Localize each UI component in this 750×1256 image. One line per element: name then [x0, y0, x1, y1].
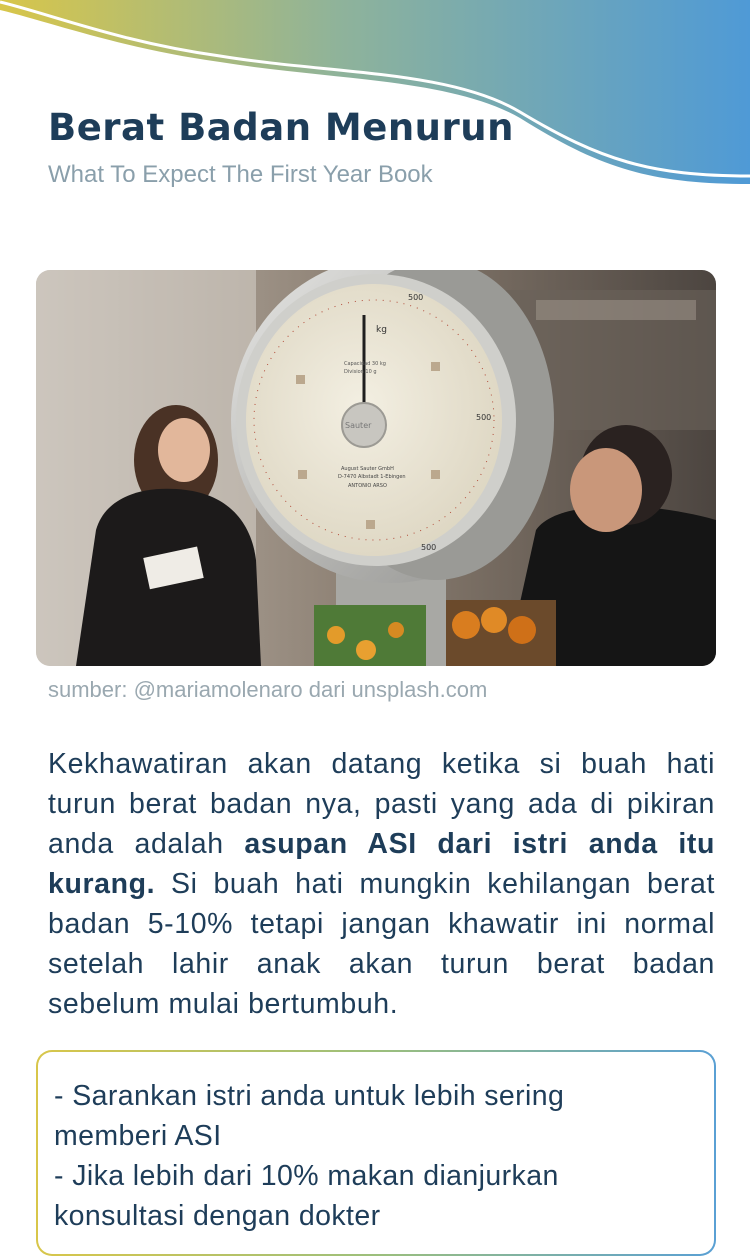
dial-dealer: ANTONIO ARSO [348, 483, 387, 489]
tips-box [36, 1050, 716, 1256]
photo-caption: sumber: @mariamolenaro dari unsplash.com [48, 677, 488, 702]
scale-photo [36, 270, 716, 666]
page-title: Berat Badan Menurun [48, 106, 514, 149]
dial-capacity: Capacidad 30 kg [344, 361, 386, 367]
dial-maker-2: D-7470 Albstadt 1-Ebingen [338, 474, 406, 480]
dial-num-top: 500 [408, 293, 424, 302]
article-bold-text: asupan ASI dari istri anda itu kurang. [48, 828, 715, 900]
article-paragraph [48, 744, 715, 1024]
dial-brand: Sauter [345, 421, 372, 430]
article-text-after: Si buah hati mungkin kehilangan berat badan 5-10% tetapi jangan khawatir ini normal setelah lahir anak akan turun berat badan sebelum mulai bertumbuh. [48, 868, 715, 1020]
dial-maker-1: August Sauter GmbH [341, 466, 394, 472]
dial-num-bottom: 500 [421, 543, 437, 552]
dial-unit: kg [376, 325, 387, 335]
tip-item: - Jika lebih dari 10% makan dianjurkan konsultasi dengan dokter [54, 1160, 559, 1232]
article-text-before: Kekhawatiran akan datang ketika si buah hati turun berat badan nya, pasti yang ada di pikiran anda adalah [48, 748, 715, 860]
tip-item: - Sarankan istri anda untuk lebih sering memberi ASI [54, 1080, 565, 1152]
dial-num-right: 500 [476, 413, 492, 422]
page-subtitle: What To Expect The First Year Book [48, 161, 433, 188]
dial-division: Division 10 g [344, 369, 377, 375]
